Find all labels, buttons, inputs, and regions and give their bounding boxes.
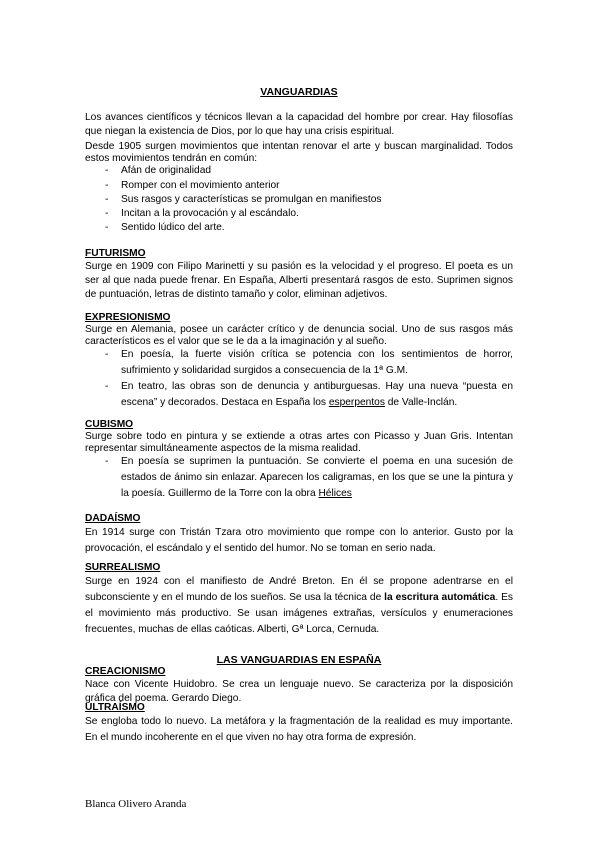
list-item: - En poesía, la fuerte visión crítica se potencia con los sentimientos de horror, sufrimiento y solidaridad surgidos a consecuencia de la 1ª G.M. xyxy=(85,347,513,379)
esperpentos-link: esperpentos xyxy=(328,397,385,408)
page-title: VANGUARDIAS xyxy=(260,86,338,98)
helices-link: Hélices xyxy=(318,488,352,499)
section-heading: EXPRESIONISMO xyxy=(85,312,171,323)
section-text xyxy=(85,574,513,638)
cubismo-section xyxy=(85,419,513,502)
section-heading: ULTRAÍSMO xyxy=(85,702,145,713)
bold-term: la escritura automática xyxy=(384,592,496,603)
section-heading: CREACIONISMO xyxy=(85,666,166,677)
list-item: - Afán de originalidad xyxy=(85,164,513,178)
section-text: Surge en 1909 con Filipo Marinetti y su pasión es la velocidad y el progreso. El poeta es un ser al que nada puede frenar. En España, Alberti presentará rasgos de esto. Suprimen signos de puntuación, letras de distinto tamaño y color, eliminan adjetivos. xyxy=(85,261,513,301)
section-heading: SURREALISMO xyxy=(85,562,161,573)
intro-section xyxy=(85,111,513,235)
intro-paragraph-1: Los avances científicos y técnicos llevan a la capacidad del hombre por crear. Hay filosofías que niegan la existencia de Dios, por lo que hay una crisis espiritual. xyxy=(85,112,513,138)
list-item: - Romper con el movimiento anterior xyxy=(85,179,513,193)
section-heading: DADAÍSMO xyxy=(85,513,141,524)
creacionismo-section xyxy=(85,666,513,706)
item-text: En poesía se suprimen la puntuación. Se convierte el poema en una sucesión de estados de ánimo sin enlazar. Aparecen los caligramas, en los que se une la pintura y la poesía. Guillermo de la Torre con la obra xyxy=(121,456,513,499)
author-footer: Blanca Olivero Aranda xyxy=(85,798,187,810)
text-part: Surge en 1924 con el manifiesto de André Breton. En él se propone adentrarse en el subconsciente y en el mundo de los sueños. Se usa la técnica de xyxy=(85,576,513,603)
list-item: - Sentido lúdico del arte. xyxy=(85,221,513,235)
list-item: - Sus rasgos y características se promulgan en manifiestos xyxy=(85,193,513,207)
dadaismo-section xyxy=(85,513,513,557)
list-item xyxy=(85,454,513,502)
item-text: de Valle-Inclán. xyxy=(384,397,458,408)
ultraismo-section xyxy=(85,702,513,746)
section-text: Nace con Vicente Huidobro. Se crea un lenguaje nuevo. Se caracteriza por la disposición gráfica del poema. Gerardo Diego. xyxy=(85,679,513,705)
section-text: Se engloba todo lo nuevo. La metáfora y la fragmentación de la realidad es muy importante. En el mundo incoherente en el que viven no hay otra forma de expresión. xyxy=(85,716,513,743)
list-item: - Incitan a la provocación y al escándalo. xyxy=(85,207,513,221)
list-item xyxy=(85,379,513,411)
cubismo-list xyxy=(85,454,513,502)
section-text: En 1914 surge con Tristán Tzara otro movimiento que rompe con lo anterior. Gusto por la provocación, el escándalo y el sentido del humor. No se toman en serio nada. xyxy=(85,527,513,554)
expresionismo-section xyxy=(85,312,513,411)
section-text: Surge en Alemania, posee un carácter crítico y de denuncia social. Uno de sus rasgos más característicos es el valor que se le da a la imaginación y al sueño. xyxy=(85,324,513,347)
spain-title: LAS VANGUARDIAS EN ESPAÑA xyxy=(216,654,382,666)
section-heading: FUTURISMO xyxy=(85,248,146,259)
surrealismo-section xyxy=(85,562,513,638)
section-text: Surge sobre todo en pintura y se extiende a otras artes con Picasso y Juan Gris. Intentan representar simultáneamente aspectos de la misma realidad. xyxy=(85,431,513,454)
text-part: . Es el movimiento más productivo. Se usan imágenes extrañas, versículos y enumeraciones frecuentes, muchas de ellas caóticas. Alberti, Gª Lorca, Cernuda. xyxy=(85,592,514,635)
intro-list xyxy=(85,164,513,235)
section-heading: CUBISMO xyxy=(85,419,134,430)
futurismo-section xyxy=(85,248,513,303)
intro-paragraph-2: Desde 1905 surgen movimientos que intentan renovar el arte y buscan marginalidad. Todos estos movimientos tendrán en común: xyxy=(85,141,513,164)
item-text: En teatro, las obras son de denuncia y antiburguesas. Hay una nueva “puesta en escena” y decorados. Destaca en España los xyxy=(121,381,513,408)
expresionismo-list xyxy=(85,347,513,411)
